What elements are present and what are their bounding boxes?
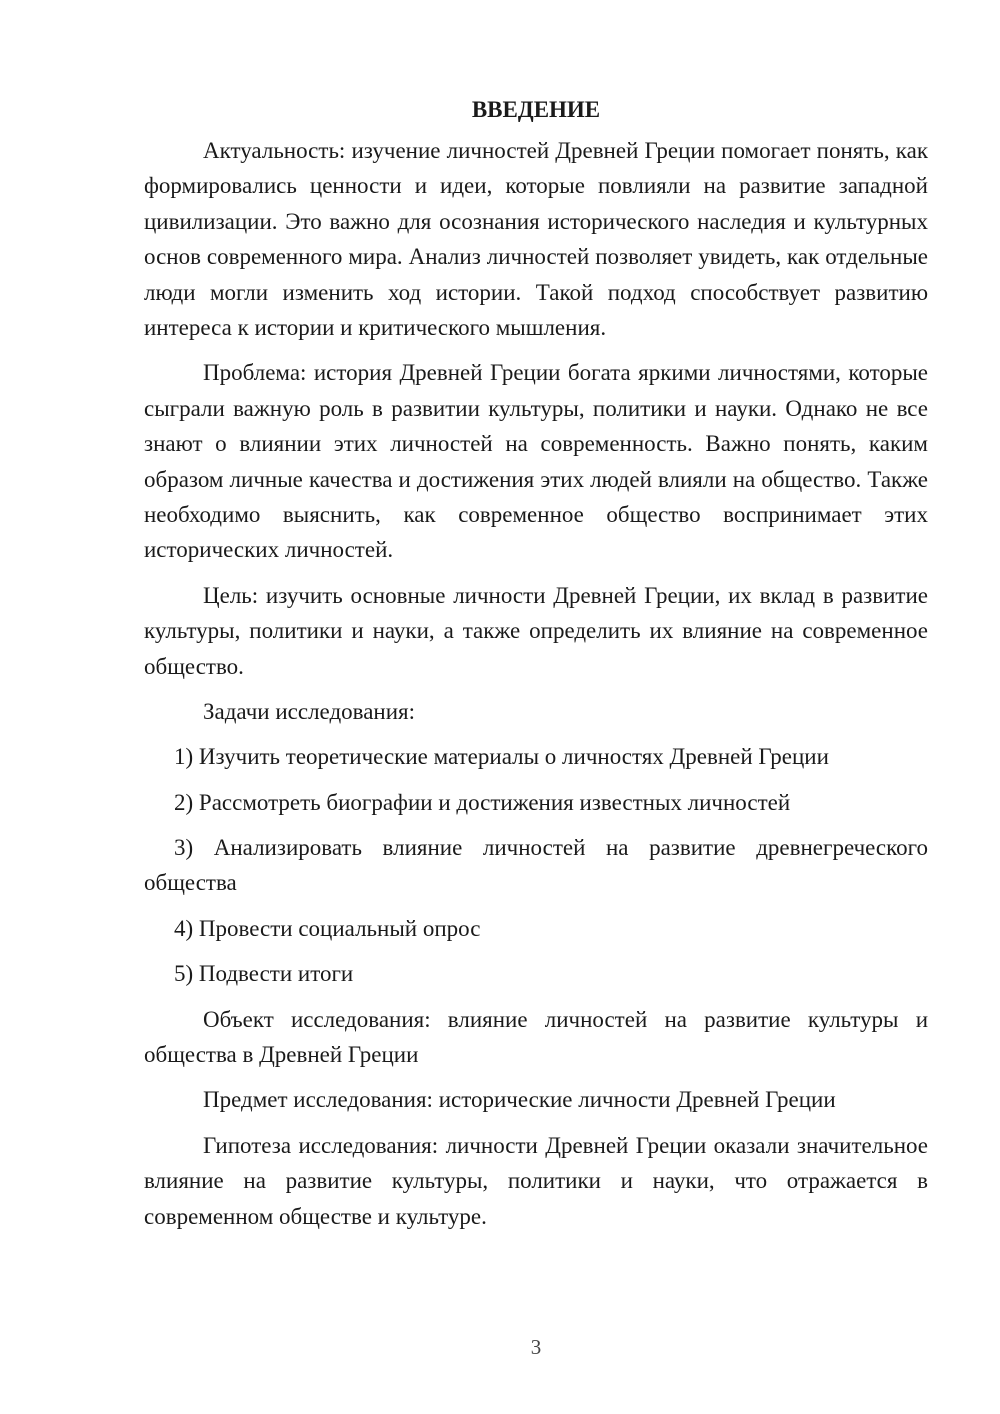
task-item: 3) Анализировать влияние личностей на развитие древнегреческого общества: [144, 834, 928, 896]
document-page: [144, 92, 928, 1244]
relevance-paragraph: Актуальность: изучение личностей Древней Греции помогает понять, как формировались ценности и идеи, которые повлияли на развитие западной цивилизации. Это важно для осознания исторического наследия и культурных основ современного мира. Анализ личностей позволяет увидеть, как отдельные люди могли изменить ход истории. Такой подход способствует развитию интереса к истории и критического мышления.: [144, 138, 928, 341]
page-number: 3: [530, 1335, 542, 1359]
goal-paragraph: Цель: изучить основные личности Древней Греции, их вклад в развитие культуры, политики и науки, а также определить их влияние на современное общество.: [144, 582, 928, 679]
hypothesis-paragraph: Гипотеза исследования: личности Древней Греции оказали значительное влияние на развитие культуры, политики и науки, что отражается в современном обществе и культуре.: [144, 1132, 928, 1229]
task-item: 5) Подвести итоги: [174, 961, 354, 987]
problem-paragraph: Проблема: история Древней Греции богата яркими личностями, которые сыграли важную роль в развитии культуры, политики и науки. Однако не все знают о влиянии этих личностей на современность. Важно понять, каким образом личные качества и достижения этих людей влияли на общество. Также необходимо выяснить, как современное общество воспринимает этих исторических личностей.: [144, 360, 928, 563]
task-item: 4) Провести социальный опрос: [174, 915, 481, 941]
task-item: 2) Рассмотреть биографии и достижения известных личностей: [174, 789, 791, 815]
object-paragraph: Объект исследования: влияние личностей на развитие культуры и общества в Древней Греции: [144, 1006, 928, 1067]
task-item: 1) Изучить теоретические материалы о личностях Древней Греции: [174, 744, 829, 770]
subject-paragraph: Предмет исследования: исторические личности Древней Греции: [203, 1087, 836, 1113]
tasks-heading: Задачи исследования:: [203, 699, 416, 725]
tasks-list: [144, 739, 928, 991]
page-title: ВВЕДЕНИЕ: [471, 97, 601, 122]
